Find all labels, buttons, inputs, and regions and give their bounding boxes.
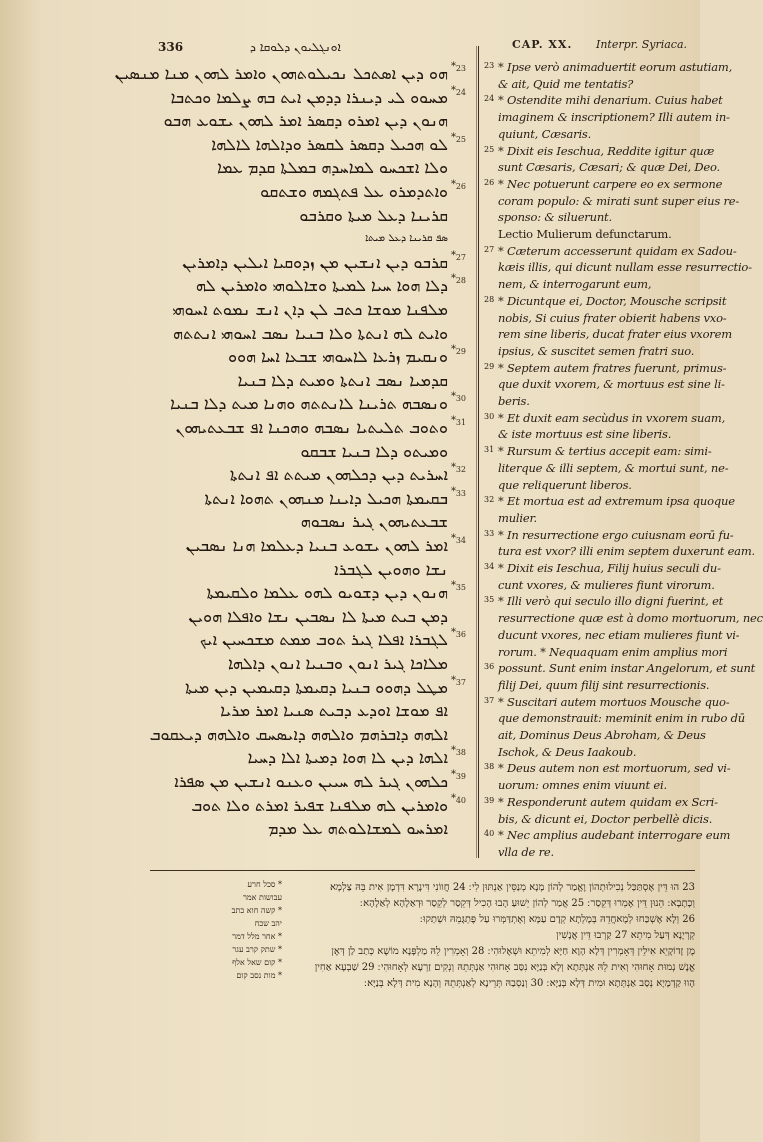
- verse-number: 35: [484, 595, 495, 605]
- hebrew-line: וְכָתָבָא ׃ הֵנוּן דֵּין אֶמְרוּ דְּקֵסַר ׃ 25 אֲמַר לְהוֹן יֵשׁוּעַ הָבוּ הָכִיל דְּקֵסַר לְקֵסַר וּדְאַלָהָא לְאַלָהָא ׃: [359, 898, 695, 909]
- verse-marker: *: [451, 627, 456, 639]
- latin-text: nobis, Si cuius frater obierit habens vxo-: [498, 310, 727, 325]
- syriac-line: [155, 746, 470, 772]
- syriac-line: [155, 676, 470, 702]
- latin-text: que reliquerunt liberos.: [498, 477, 632, 492]
- verse-number: 24: [484, 94, 495, 104]
- running-title-syriac: ܐܘܢܓܠܝܘܢ ܕܠܘܩܐ ܕ: [250, 40, 341, 54]
- syriac-text: ܠܓܒܪܐ ܐܦܠܐ ܓܝܪ ܬܘܒ ܡܡܬ ܡܫܟܚܝܢ ܐܝܟ: [199, 630, 448, 650]
- syriac-line: [155, 510, 470, 536]
- syriac-line: [155, 251, 470, 277]
- syriac-text: ܩܪܒܘ ܕܝܢ ܐܢܫܝܢ ܡܢ ܙܕܘܩܝܐ ܐܝܠܝܢ ܕܐܡܪܝܢ: [182, 252, 448, 272]
- verse-number: 26: [455, 182, 466, 191]
- syriac-text: ܒܩܝܡܬܐ ܗܟܝܠ ܕܐܝܢܐ ܡܢܗܘܢ ܬܗܘܐ ܐܢܬܬܐ: [204, 488, 448, 508]
- verse-number: 30: [455, 394, 466, 404]
- syriac-text: ܗܘ ܕܝܢ ܐܣܬܟܠ ܢܟܝܠܘܬܗܘܢ ܘܐܡܪ ܠܗܘܢ ܡܢܐ ܡܢܣܝܢ: [114, 64, 448, 83]
- latin-text: rorum. * Nequaquam enim amplius mori: [498, 644, 728, 659]
- syriac-line: [155, 416, 470, 442]
- latin-text: vlla de re.: [498, 844, 554, 859]
- gloss-entry: * קום שאל אלף: [232, 958, 282, 967]
- latin-text: sunt Cæsaris, Cæsari; & quæ Dei, Deo.: [498, 160, 720, 175]
- syriac-line: [155, 86, 470, 112]
- latin-text: ducunt vxores, nec etiam mulieres fiunt vi-: [498, 627, 740, 642]
- syriac-text: ܐܦ ܡܘܫܐ ܐܘܕܥ ܕܒܝܬ ܣܢܝܐ ܐܡܪ ܡܪܝܐ: [220, 701, 448, 721]
- syriac-text: ܢܫܐ ܘܗܘܝܢ ܠܓܒܪܐ: [334, 559, 448, 579]
- verse-marker: *: [451, 249, 456, 261]
- syriac-line: [155, 274, 470, 300]
- syriac-text: ܐܡܪܚܘ ܠܡܫܐܠܘܬܗ ܥܠ ܡܕܡ: [267, 819, 448, 839]
- verse-number: 33: [455, 488, 466, 498]
- syriac-line: [155, 794, 470, 820]
- verse-number: 32: [455, 465, 466, 475]
- syriac-line: [155, 699, 470, 725]
- latin-text: * Nec amplius audebant interrogare eum: [498, 828, 731, 843]
- latin-text: que demonstrauit: meminit enim in rubo dū: [498, 711, 746, 726]
- syriac-text: ܘܐܝܬ ܠܗ ܐܢܬܬܐ ܘܠܐ ܒܢܝܐ ܢܣܒ ܐܚܘܗܝ ܐܢܬܬܗ: [173, 323, 448, 343]
- syriac-line: [155, 180, 470, 206]
- latin-text: mulier.: [498, 510, 537, 525]
- syriac-text: ܩܕܡܝܐ ܢܣܒ ܐܢܬܬܐ ܘܡܝܬ ܕܠܐ ܒܢܝܐ: [237, 370, 448, 390]
- syriac-line: [155, 770, 470, 796]
- syriac-line: [155, 652, 470, 678]
- syriac-text: ܘܐܬܕܡܪܘ ܥܠ ܦܬܓܡܗ ܘܫܬܩܘ: [260, 182, 448, 201]
- verse-number: 29: [484, 361, 495, 371]
- verse-marker: *: [451, 792, 456, 804]
- syriac-text: ܣܦ ܩܪܝܢܐ ܕܥܠ ܡܝܬܐ: [365, 233, 448, 245]
- syriac-line: [155, 133, 470, 159]
- page-number: 336: [158, 40, 184, 54]
- syriac-text: ܐܡܪ ܠܗܘܢ ܝܫܘܥ ܒܢܝܐ ܕܥܠܡܐ ܗܢܐ ܢܣܒܝܢ: [185, 536, 448, 555]
- hebrew-line: מֶן זָדוֹקָיֵא אִילֵין דְּאָמְרִין דְּלָא הָוָא חַיָּא לְמִיתֵא וּשְׁאֶלוּהִי ׃ 28 וְאָמְרִין לֵהּ מַלְפָּנָא מוֹשֶׁא כְּתַב לַן דְּאֶן: [331, 946, 695, 957]
- latin-text: beris.: [498, 394, 530, 408]
- syriac-text: ܠܘ ܗܟܝܠ ܕܩܣܪ ܠܩܣܪ ܘܕܐܠܗܐ ܠܐܠܗܐ: [211, 134, 448, 154]
- verse-number: 36: [455, 630, 466, 640]
- syriac-line: [155, 463, 470, 489]
- syriac-text: ܐܠܗܗ ܕܐܒܪܗܡ ܘܐܠܗܗ ܕܐܝܣܚܩ ܘܐܠܗܗ ܕܝܥܩܘܒ: [149, 724, 448, 744]
- latin-text: * Dicuntque ei, Doctor, Mousche scripsit: [498, 293, 727, 308]
- latin-text: possunt. Sunt enim instar Angelorum, et sunt: [498, 661, 756, 676]
- chapter-label: CAP. XX.: [512, 38, 573, 51]
- verse-marker: *: [451, 344, 456, 356]
- verse-marker: *: [451, 769, 456, 780]
- latin-text: Ischok, & Deus Iaakoub.: [498, 744, 637, 759]
- latin-text: Lectio Mulierum defunctarum.: [498, 227, 672, 241]
- latin-text: * Et duxit eam secùdus in vxorem suam,: [498, 410, 726, 425]
- syriac-text: ܡܚܘܘ ܠܝ ܕܝܢܪܐ ܕܕܡܢ ܐܝܬ ܒܗ ܨܠܡܐ ܘܟܬܒܐ: [170, 87, 448, 107]
- syriac-line: [155, 109, 470, 135]
- syriac-text: ܡܠܦܢܐ ܡܘܫܐ ܟܬܒ ܠܢ ܕܐܢ ܐܢܫ ܢܡܘܬ ܐܚܘܗܝ: [172, 300, 448, 319]
- latin-text: nem, & interrogarunt eum,: [498, 277, 652, 292]
- latin-text: * Deus autem non est mortuorum, sed vi-: [498, 761, 731, 776]
- verse-number: 23: [455, 64, 466, 73]
- verse-number: 27: [455, 252, 466, 262]
- latin-text: ait, Dominus Deus Abroham, & Deus: [498, 728, 706, 742]
- verse-marker: *: [451, 462, 456, 474]
- verse-number: 35: [455, 583, 466, 593]
- syriac-text: ܗܢܘܢ ܕܝܢ ܐܡܪܘ ܕܩܣܪ ܐܡܪ ܠܗܘܢ ܝܫܘܥ ܗܒܘ: [163, 111, 448, 131]
- syriac-line: [155, 558, 470, 584]
- verse-marker: *: [451, 273, 456, 285]
- verse-number: 39: [484, 795, 495, 805]
- verse-number: 34: [455, 536, 466, 545]
- syriac-text: ܡܠܐܟܐ ܓܝܪ ܐܢܘܢ ܘܒܢܝܐ ܐܢܘܢ ܕܐܠܗܐ: [228, 654, 448, 673]
- syriac-line: [114, 61, 470, 88]
- syriac-text: ܐܠܗܐ ܕܝܢ ܠܐ ܗܘܐ ܕܡܝܬܐ ܐܠܐ ܕܚܝܐ: [247, 748, 448, 768]
- latin-text: que duxit vxorem, & mortuus est sine li-: [498, 377, 725, 392]
- hebrew-line: אֱנָשׁ נְמוּת אָחוּהִי וְאִית לֵהּ אַנְתְּתָא וְלָא בְּנַיָּא נִסַּב אָחוּהִי אַנְתְּתֵהּ וְנְקִים זַרְעָא לְאָחוּהִי ׃ 29 שַׁבְעָא אַחִין: [314, 962, 695, 973]
- latin-text: * Cæterum accesserunt quidam ex Sadou-: [498, 243, 737, 258]
- latin-text: & ait, Quid me tentatis?: [498, 76, 634, 91]
- hebrew-line: 26 וְלָא אֶשְׁכַּחוּ לְמֶאחֲדֵהּ בְּמֶלְתָא קְדָם עַמָּא וְאֶתְדַּמְּרוּ עַל פֶּתְגָּמֵהּ וּשְׁתַקוּ ׃: [419, 914, 695, 925]
- latin-text: * Dixit eis Ieschua, Filij huius seculi du-: [498, 561, 721, 575]
- verse-number: 34: [484, 562, 495, 571]
- verse-number: 27: [484, 244, 495, 254]
- verse-number: 31: [455, 418, 466, 427]
- syriac-line: [155, 581, 470, 607]
- latin-text: * Ostendite mihi denarium. Cuius habet: [498, 93, 723, 108]
- gloss-entry: * אחר מלל דמר: [232, 932, 282, 941]
- syriac-text: ܘܢܩܝܡ ܙܪܥܐ ܠܐܚܘܗܝ ܫܒܥܐ ܐܚܐ ܗܘܘ: [228, 347, 448, 367]
- syriac-line: [155, 298, 470, 324]
- syriac-text: ܐܚܪܝܬ ܕܝܢ ܕܟܠܗܘܢ ܡܝܬܬ ܐܦ ܐܢܬܬܐ: [229, 465, 448, 485]
- syriac-line: [155, 227, 470, 253]
- verse-number: 31: [484, 445, 495, 455]
- column-divider: [478, 46, 479, 858]
- verse-marker: *: [451, 131, 456, 143]
- syriac-text: ܘܬܘܒ ܬܠܝܬܝܐ ܢܣܒܗ ܘܗܟܢܐ ܐܦ ܫܒܥܬܝܗܘܢ: [175, 418, 448, 437]
- syriac-text: ܟܠܗܘܢ ܓܝܪ ܠܗ ܚܝܝܢ ܘܥܢܘ ܐܢܫܝܢ ܡܢ ܣܦܪܐ: [174, 772, 448, 791]
- latin-text: * Illi verò qui seculo illo digni fuerint, et: [498, 594, 724, 609]
- verse-marker: *: [451, 179, 456, 190]
- latin-text: ipsius, & suscitet semen fratri suo.: [498, 343, 695, 358]
- latin-text: * Nec potuerunt carpere eo ex sermone: [498, 176, 723, 191]
- syriac-text: ܘܠܐ ܐܫܟܚܘ ܠܡܐܚܕܗ ܒܡܠܬܐ ܩܕܡ ܥܡܐ: [217, 158, 448, 178]
- latin-text: kæis illis, qui dicunt nullam esse resurrectio-: [498, 260, 752, 275]
- verse-marker: *: [451, 485, 456, 497]
- verse-marker: *: [451, 745, 456, 757]
- verse-number: 24: [455, 87, 466, 97]
- verse-number: 23: [484, 61, 495, 70]
- syriac-text: ܗܢܘܢ ܕܝܢ ܕܫܘܝܘ ܠܗܘ ܥܠܡܐ ܘܠܩܝܡܬܐ: [206, 583, 448, 603]
- verse-marker: *: [451, 674, 456, 686]
- hebrew-line: הָווּ קַדְמָיָא נְסַב אַנְתְּתָא וּמִית דְּלָא בְּנַיָּא ׃ 30 וְנַסְבַהּ תְּרֵינָא לְאַנְתְּתֵהּ וְהָנָא מִית דְּלָא בְּנַיָּא ׃: [363, 978, 695, 989]
- verse-number: 28: [455, 276, 466, 286]
- gloss-entry: * מות נסב קום: [236, 971, 282, 980]
- verse-number: 40: [455, 795, 466, 805]
- interpretation-label: Interpr. Syriaca.: [596, 38, 688, 51]
- latin-text: coram populo: & mirati sunt super eius re-: [498, 193, 740, 208]
- latin-text: quiunt, Cæsaris.: [498, 126, 592, 141]
- verse-number: 32: [484, 495, 495, 505]
- syriac-text: ܕܡܢ ܒܝܬ ܡܝܬܐ ܠܐ ܢܣܒܝܢ ܢܫܐ ܘܐܦܠܐ ܗܘܝܢ: [188, 606, 448, 626]
- footnote-rule: [150, 870, 695, 871]
- verse-marker: *: [451, 61, 456, 72]
- verse-number: 33: [484, 528, 495, 538]
- verse-number: 30: [484, 411, 495, 421]
- latin-text: uorum: omnes enim viuunt ei.: [498, 778, 667, 793]
- verse-number: 38: [455, 748, 466, 758]
- verse-number: 37: [484, 695, 495, 705]
- glossary-column: [162, 878, 282, 998]
- latin-text: bis, & dicunt ei, Doctor perbellè dicis.: [498, 811, 713, 826]
- syriac-text: ܩܪܝܢܐ ܕܥܠ ܡܝܬܐ ܘܩܪܒܘ: [299, 205, 448, 225]
- verse-marker: *: [451, 415, 456, 426]
- verse-number: 28: [484, 294, 495, 304]
- verse-number: 26: [484, 177, 495, 187]
- syriac-line: [155, 534, 470, 560]
- syriac-text: ܘܐܡܪܝܢ ܠܗ ܡܠܦܢܐ ܫܦܝܪ ܐܡܪܬ ܘܠܐ ܬܘܒ: [191, 795, 448, 815]
- latin-text: imaginem & inscriptionem? Illi autem in-: [498, 110, 730, 125]
- syriac-text: ܫܒܥܬܝܗܘܢ ܓܝܪ ܢܣܒܘܗ: [300, 512, 448, 532]
- syriac-line: [155, 345, 470, 371]
- column-divider-inner: [476, 46, 477, 858]
- syriac-line: [149, 723, 470, 749]
- latin-text: * Suscitari autem mortuos Mousche quo-: [498, 694, 730, 709]
- latin-text: rem sine liberis, ducat frater eius vxorem: [498, 327, 732, 342]
- syriac-line: [155, 392, 470, 418]
- latin-text: * Responderunt autem quidam ex Scri-: [498, 794, 718, 809]
- hebrew-line: קְרְיָנָא דְּעַל מִיתֵא 27 קַרְבוּ דֵּין אֲנָשִׁין: [556, 930, 695, 941]
- verse-marker: *: [451, 533, 456, 544]
- syriac-line: [155, 605, 470, 631]
- syriac-line: [155, 628, 470, 654]
- latin-line: [480, 843, 695, 862]
- syriac-text: ܡܛܠ ܕܗܘܘ ܒܢܝܐ ܕܩܝܡܬܐ ܕܩܝܡܝܢ ܕܝܢ ܡܝܬܐ: [185, 677, 448, 697]
- latin-text: * Ipse verò animaduertit eorum astutiam,: [498, 60, 733, 74]
- latin-text: * Septem autem fratres fuerunt, primus-: [498, 360, 727, 375]
- gloss-entry: * סכל חרע: [247, 880, 282, 889]
- hebrew-line: 23 הוּ דֵּין אֶסְתַּכַּל נְכִילוּתְהוֹן וֶאֱמַר לְהוֹן מָנָא מְנַסֵּין אַנְתּוּן לִי ׃ 24 חֲווֹנִי דִּינָרָא דִּדְמָן אִית בֵּהּ צַלְמָא: [330, 882, 695, 893]
- hebrew-footnotes: [150, 878, 695, 998]
- verse-number: 25: [455, 134, 466, 144]
- gloss-entry: יהב שכח: [254, 919, 282, 928]
- latin-text: * Et mortua est ad extremum ipsa quoque: [498, 494, 735, 509]
- verse-number: 25: [484, 144, 495, 154]
- latin-text: resurrectione quæ est à domo mortuorum, nec: [498, 611, 763, 626]
- latin-text: tura est vxor? illi enim septem duxerunt eam.: [498, 544, 755, 559]
- syriac-line: [155, 817, 470, 843]
- syriac-column: [114, 61, 470, 862]
- verse-number: 40: [484, 829, 495, 839]
- verse-number: 39: [455, 772, 466, 781]
- latin-text: literque & illi septem, & mortui sunt, ne-: [498, 460, 729, 475]
- verse-number: 38: [484, 762, 495, 772]
- syriac-text: ܘܡܝܬܘ ܕܠܐ ܒܢܝܐ ܫܒܩܘ: [300, 441, 448, 461]
- syriac-line: [155, 322, 470, 348]
- syriac-text: ܘܢܣܒܗ ܬܪܝܢܐ ܠܐܢܬܬܗ ܘܗܢܐ ܡܝܬ ܕܠܐ ܒܢܝܐ: [170, 394, 448, 414]
- syriac-line: [155, 440, 470, 466]
- gloss-entry: עבושות אמר: [242, 893, 282, 902]
- latin-text: * Dixit eis Ieschua, Reddite igitur quæ: [498, 143, 715, 158]
- gloss-entry: * קשה חוא כתב: [231, 906, 282, 915]
- syriac-text: ܕܠܐ ܗܘܐ ܚܝܐ ܠܡܝܬܐ ܘܫܐܠܘܗܝ ܘܐܡܪܝܢ ܠܗ: [195, 276, 448, 296]
- latin-text: * In resurrectione ergo cuiusnam eorū fu-: [498, 527, 734, 542]
- verse-marker: *: [451, 580, 456, 592]
- syriac-line: [155, 156, 470, 182]
- latin-text: & iste mortuus est sine liberis.: [498, 427, 672, 442]
- latin-text: filij Dei, quum filij sint resurrectionis.: [498, 677, 710, 692]
- verse-number: 37: [455, 677, 466, 687]
- verse-marker: *: [451, 84, 456, 96]
- syriac-line: [155, 204, 470, 230]
- latin-text: sponso: & siluerunt.: [498, 210, 612, 225]
- verse-number: 29: [455, 347, 466, 357]
- latin-text: cunt vxores, & mulieres fiunt virorum.: [498, 577, 715, 592]
- latin-column: [480, 58, 763, 859]
- syriac-line: [155, 369, 470, 395]
- gloss-entry: * שתק קרב עגר: [232, 945, 282, 954]
- syriac-line: [155, 487, 470, 513]
- latin-text: * Rursum & tertius accepit eam: simi-: [498, 444, 712, 459]
- verse-number: 36: [484, 662, 495, 672]
- verse-marker: *: [451, 391, 456, 403]
